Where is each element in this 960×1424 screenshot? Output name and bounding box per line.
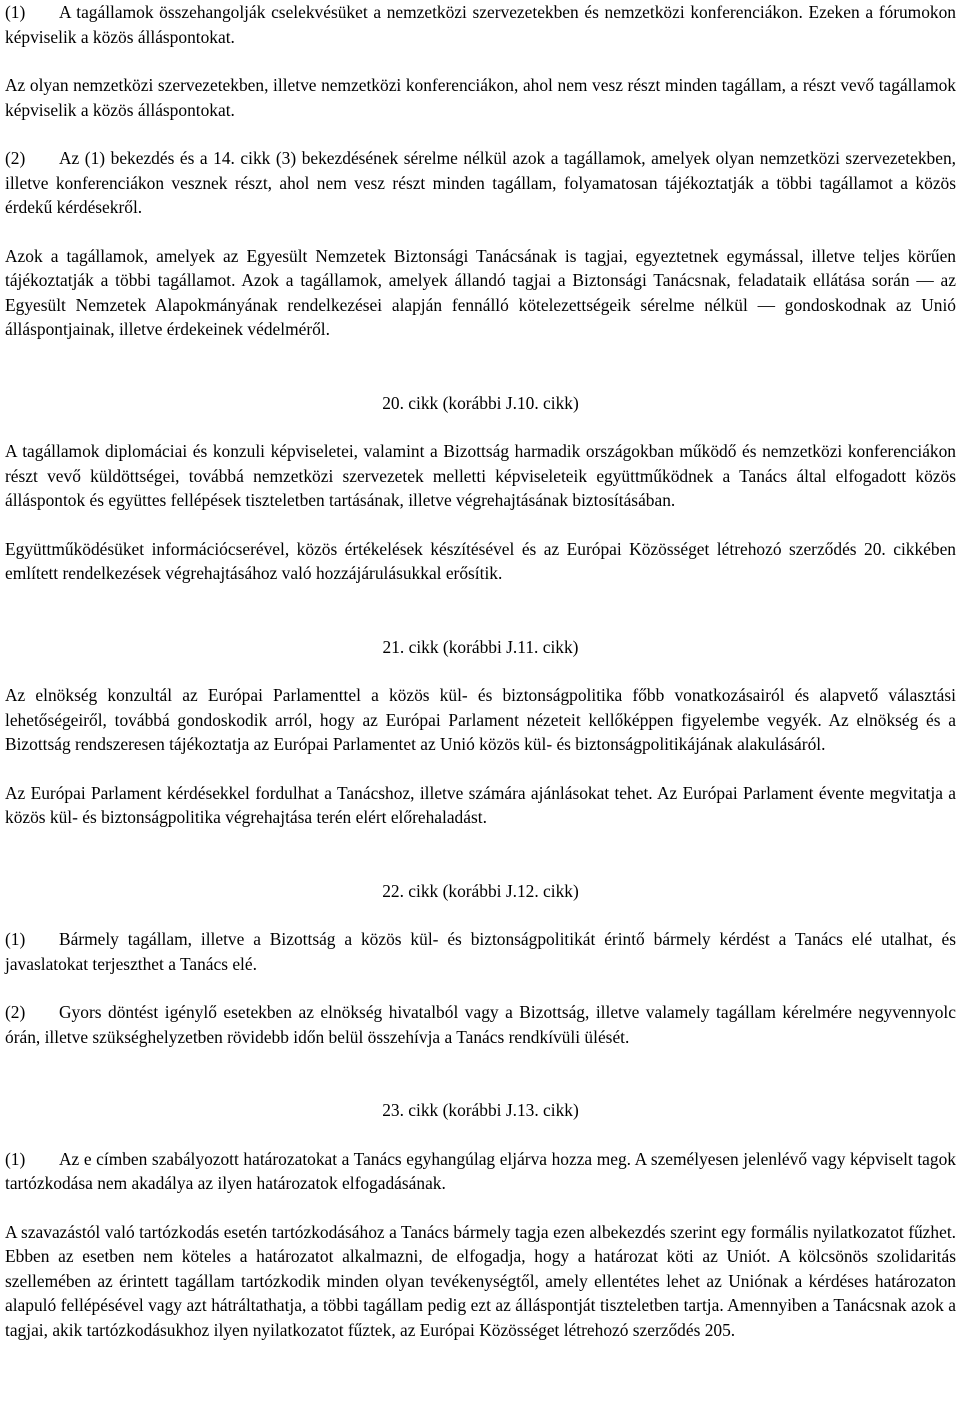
paragraph-number: (1) xyxy=(5,2,26,22)
spacer xyxy=(5,342,956,391)
paragraph-text: A szavazástól való tartózkodás esetén tartózkodásához a Tanács bármely tagja ezen albekezdés szerint egy formális nyilatkozatot fűzhet. Ebben az esetben nem köteles a határozatot alkalmazni, de elfogadja, hogy a határozat köti az Uniót. A kölcsönös szolidaritás szellemében az érintett tagállam tartózkodik minden olyan tevékenységtől, amely ellentétes lehet az Uniónak a kérdéses határozaton alapuló fellépésével vagy azt hátráltathatja, a többi tagállam pedig ezt az álláspontját tiszteletben tartja. Amennyiben a Tanácsnak azok a tagjai, akik tartózkodásukhoz ilyen nyilatkozatot fűztek, az Európai Közösséget létrehozó szerződés 205. xyxy=(5,1221,956,1340)
paragraph-text: Azok a tagállamok, amelyek az Egyesült Nemzetek Biztonsági Tanácsának is tagjai, egyeztetnek egymással, illetve teljes körűen tájékoztatják a többi tagállamot. Azok a tagállamok, amelyek állandó tagjai a Biztonsági Tanácsnak, feladataik ellátása során — az Egyesült Nemzetek Alapokmányának rendelkezései alapján fennálló kötelezettségeik sérelme nélkül — gondoskodnak az Unió álláspontjainak, illetve érdekeinek védelméről. xyxy=(5,245,956,339)
paragraph xyxy=(5,439,956,513)
spacer xyxy=(5,1196,956,1220)
paragraph xyxy=(5,73,956,122)
paragraph xyxy=(5,683,956,757)
paragraph xyxy=(5,927,956,976)
paragraph-text: Az e címben szabályozott határozatokat a Tanács egyhangúlag eljárva hozza meg. A személyesen jelenlévő vagy képviselt tagok tartózkodása nem akadálya az ilyen határozatok elfogadásának. xyxy=(5,1148,956,1193)
spacer xyxy=(5,1049,956,1098)
paragraph-text: Az Európai Parlament kérdésekkel fordulhat a Tanácshoz, illetve számára ajánlásokat tehet. Az Európai Parlament évente megvitatja a közös kül- és biztonságpolitika végrehajtása terén elért előrehaladást. xyxy=(5,782,956,827)
paragraph xyxy=(5,0,956,49)
paragraph-text: Bármely tagállam, illetve a Bizottság a közös kül- és biztonságpolitikát érintő bármely kérdést a Tanács elé utalhat, és javaslatokat terjeszthet a Tanács elé. xyxy=(5,929,956,974)
paragraph xyxy=(5,244,956,342)
paragraph-text: Együttműködésüket információcserével, közös értékelések készítésével és az Európai Közösséget létrehozó szerződés 20. cikkében említett rendelkezések végrehajtásához való hozzájárulásukkal erősítik. xyxy=(5,538,956,583)
spacer xyxy=(5,586,956,635)
spacer xyxy=(5,976,956,1000)
paragraph-text: Az olyan nemzetközi szervezetekben, illetve nemzetközi konferenciákon, ahol nem vesz részt minden tagállam, a részt vevő tagállamok képviselik a közös álláspontokat. xyxy=(5,75,956,120)
spacer xyxy=(5,757,956,781)
paragraph xyxy=(5,781,956,830)
article-heading: 23. cikk (korábbi J.13. cikk) xyxy=(382,1100,579,1120)
document-page xyxy=(5,0,956,1342)
paragraph-text: Az elnökség konzultál az Európai Parlamenttel a közös kül- és biztonságpolitika főbb vonatkozásairól és alapvető választási lehetőségeiről, továbbá gondoskodik arról, hogy az Európai Parlament nézeteit kellőképpen figyelembe vegyék. Az elnökség és a Bizottság rendszeresen tájékoztatja az Európai Parlamentet az Unió közös kül- és biztonságpolitikájának alakulásáról. xyxy=(5,685,956,754)
paragraph xyxy=(5,1147,956,1196)
spacer xyxy=(5,49,956,73)
paragraph xyxy=(5,146,956,220)
article-heading: 21. cikk (korábbi J.11. cikk) xyxy=(382,636,579,657)
paragraph-number: (1) xyxy=(5,929,26,949)
spacer xyxy=(5,220,956,244)
paragraph xyxy=(5,1220,956,1343)
spacer xyxy=(5,830,956,879)
paragraph-text: Az (1) bekezdés és a 14. cikk (3) bekezdésének sérelme nélkül azok a tagállamok, amelyek olyan nemzetközi szervezetekben, illetve konferenciákon vesznek részt, ahol nem vesz részt minden tagállam, folyamatosan tájékoztatják a többi tagállamot a közös érdekű kérdésekről. xyxy=(5,148,956,217)
paragraph-number: (2) xyxy=(5,148,26,168)
spacer xyxy=(5,415,956,439)
paragraph xyxy=(5,537,956,586)
article-heading: 20. cikk (korábbi J.10. cikk) xyxy=(382,392,579,413)
paragraph-number: (1) xyxy=(5,1148,26,1169)
paragraph-text: A tagállamok diplomáciai és konzuli képviseletei, valamint a Bizottság harmadik országokban működő és nemzetközi konferenciákon részt vevő küldöttségei, továbbá nemzetközi szervezetek melletti képviseleteik együttműködnek a Tanács által elfogadott közös álláspontok és együttes fellépések tiszteletben tartásának, illetve végrehajtásának biztosításában. xyxy=(5,441,956,510)
spacer xyxy=(5,122,956,146)
spacer xyxy=(5,903,956,927)
paragraph xyxy=(5,1000,956,1049)
article-heading: 22. cikk (korábbi J.12. cikk) xyxy=(382,880,579,901)
spacer xyxy=(5,513,956,537)
spacer xyxy=(5,659,956,683)
paragraph-text: A tagállamok összehangolják cselekvésüket a nemzetközi szervezetekben és nemzetközi konferenciákon. Ezeken a fórumokon képviselik a közös álláspontokat. xyxy=(5,2,956,47)
paragraph-number: (2) xyxy=(5,1002,26,1022)
spacer xyxy=(5,1123,956,1147)
paragraph-text: Gyors döntést igénylő esetekben az elnökség hivatalból vagy a Bizottság, illetve valamely tagállam kérelmére negyvennyolc órán, illetve szükséghelyzetben rövidebb időn belül összehívja a Tanács rendkívüli ülését. xyxy=(5,1002,956,1047)
